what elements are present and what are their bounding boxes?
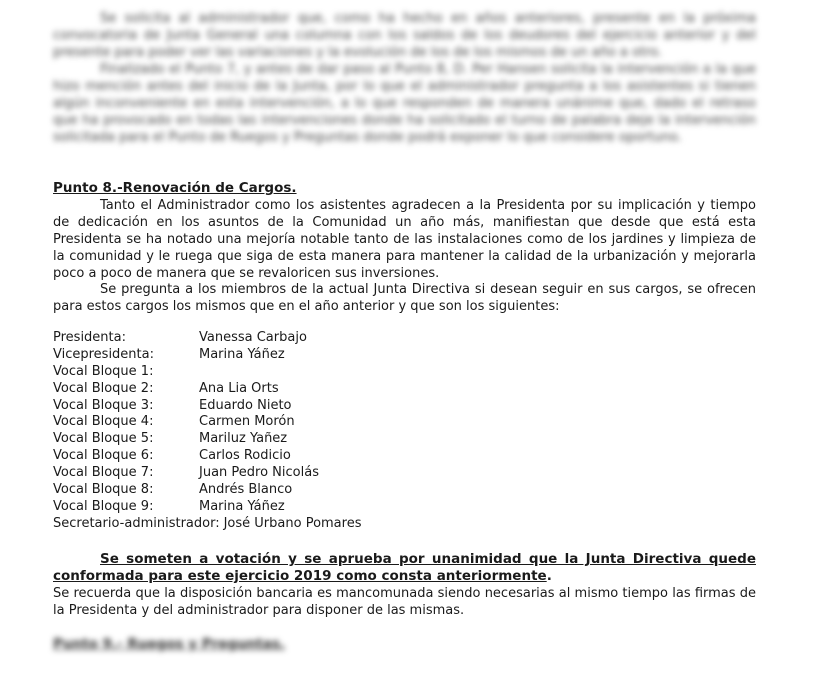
officer-role: Vicepresidenta: <box>53 346 154 362</box>
bank-reminder: Se recuerda que la disposición bancaria es mancomunada siendo necesarias al mismo tiempo las firmas de la Presidenta y del administrador para disponer de las mismas. <box>53 586 756 618</box>
officer-row <box>53 347 361 364</box>
officer-role: Vocal Bloque 8: <box>53 482 154 498</box>
officer-role: Vocal Bloque 3: <box>53 397 154 413</box>
officer-row <box>53 330 361 347</box>
officer-name: Marina Yáñez <box>199 498 285 514</box>
punto8-paragraph-2: Se pregunta a los miembros de la actual Junta Directiva si desean seguir en sus cargos, se ofrecen para estos cargos los mismos que en el año anterior y que son los siguientes: <box>53 282 756 314</box>
officer-name: Marina Yáñez <box>199 346 285 362</box>
officer-name: Andrés Blanco <box>199 482 293 498</box>
officer-name: Juan Pedro Nicolás <box>199 465 319 481</box>
officer-role: Vocal Bloque 2: <box>53 380 154 396</box>
officer-row <box>53 482 361 499</box>
vote-line-1: Se someten a votación y se aprueba por unanimidad que la Junta Directiva quede <box>100 551 756 567</box>
officer-role: Vocal Bloque 4: <box>53 414 154 430</box>
blurred-intro-paragraph-2: Finalizado el Punto 7, y antes de dar paso al Punto 8, D. Per Hansen solicita la intervención a la que hizo mención antes del inicio de la Junta, por lo que el administrador pregunta a los asistentes si tienen algún inconveniente en esta intervención, a lo que responden de manera unánime que, dado el retraso que ha provocado en todas las intervenciones donde ha solicitado el turno de palabra deje la intervención solicitada para el Punto de Ruegos y Preguntas donde podrá exponer lo que considere oportuno. <box>53 62 756 145</box>
officer-row <box>53 499 361 516</box>
vote-resolution <box>53 551 756 585</box>
officer-name: Vanessa Carbajo <box>199 330 307 345</box>
officer-role: Vocal Bloque 5: <box>53 431 154 447</box>
vote-line-2: conformada para este ejercicio 2019 como consta anteriormente <box>53 568 547 584</box>
punto8-paragraph-1: Tanto el Administrador como los asistentes agradecen a la Presidenta por su implicación y tiempo de dedicación en los asuntos de la Comunidad un año más, manifiestan que desde que está esta Presidenta se ha notado una mejoría notable tanto de las instalaciones como de los jardines y limpieza de la comunidad y le ruega que siga de esta manera para mantener la calidad de la urbanización y mejorarla poco a poco de manera que se revaloricen sus inversiones. <box>53 198 756 281</box>
blurred-intro-paragraph-1: Se solicita al administrador que, como ha hecho en años anteriores, presente en la próxima convocatoria de Junta General una columna con los saldos de los deudores del ejercicio anterior y del presente para poder ver las variaciones y la evolución de los de los mismos de un año a otro. <box>53 11 756 60</box>
officer-role: Presidenta: <box>53 330 126 345</box>
officer-name: Mariluz Yañez <box>199 431 288 447</box>
officer-name: José Urbano Pomares <box>223 515 362 531</box>
officers-list <box>53 330 361 533</box>
officer-role: Vocal Bloque 1: <box>53 363 154 379</box>
officer-row <box>53 516 361 533</box>
officer-name: Carlos Rodicio <box>199 448 291 464</box>
officer-row <box>53 431 361 448</box>
punto8-heading: Punto 8.-Renovación de Cargos. <box>53 180 297 196</box>
officer-role: Vocal Bloque 6: <box>53 448 154 464</box>
officer-row <box>53 448 361 465</box>
officer-role: Vocal Bloque 7: <box>53 465 154 481</box>
officer-row <box>53 398 361 415</box>
punto9-heading: Punto 9.- Ruegos y Preguntas. <box>53 636 286 652</box>
officer-role: Vocal Bloque 9: <box>53 498 154 514</box>
officer-name: Carmen Morón <box>199 414 295 430</box>
officer-name: Ana Lia Orts <box>199 380 279 396</box>
officer-row <box>53 465 361 482</box>
officer-row <box>53 364 361 381</box>
officer-name: Eduardo Nieto <box>199 397 292 413</box>
vote-line-2-period: . <box>546 568 552 584</box>
officer-row <box>53 381 361 398</box>
officer-row <box>53 414 361 431</box>
officer-role: Secretario-administrador: <box>53 515 220 531</box>
